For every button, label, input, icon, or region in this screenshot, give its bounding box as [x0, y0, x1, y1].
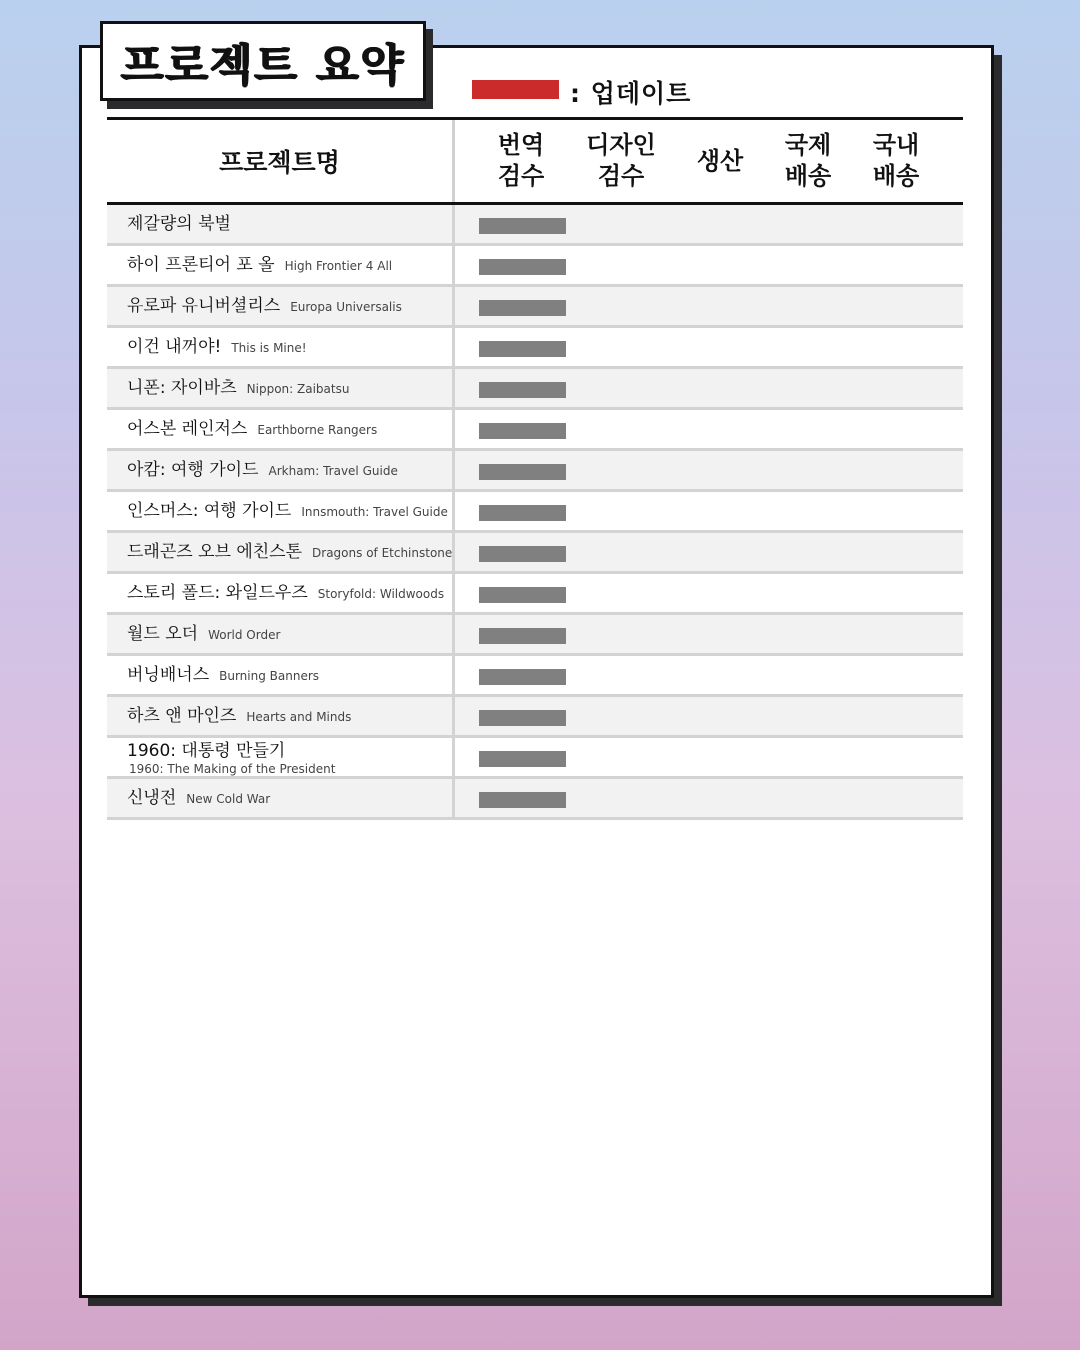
table-row — [107, 410, 963, 451]
project-name-en: This is Mine! — [231, 341, 307, 355]
project-name-en: 1960: The Making of the President — [129, 762, 336, 776]
column-divider — [452, 738, 455, 776]
project-name — [127, 533, 452, 571]
project-name — [127, 328, 307, 366]
column-divider — [452, 779, 455, 817]
table-row — [107, 615, 963, 656]
project-name-en: High Frontier 4 All — [284, 259, 393, 273]
project-name-en: Europa Universalis — [290, 300, 402, 314]
project-name — [127, 656, 319, 694]
column-divider — [452, 533, 455, 571]
project-name-en: World Order — [208, 628, 281, 642]
project-name-kr: 하츠 앤 마인즈 — [127, 706, 237, 726]
progress-bar — [479, 300, 566, 316]
project-name — [127, 779, 270, 817]
project-name-kr: 아캄: 여행 가이드 — [127, 460, 259, 480]
project-name — [127, 369, 349, 407]
column-divider — [452, 120, 455, 202]
progress-bar — [479, 505, 566, 521]
table-row — [107, 451, 963, 492]
column-divider — [452, 328, 455, 366]
column-header-translation-review: 번역 검수 — [497, 131, 545, 190]
table-body — [107, 205, 963, 820]
table-row — [107, 656, 963, 697]
project-name-en: Earthborne Rangers — [257, 423, 378, 437]
project-table — [107, 117, 963, 820]
table-row — [107, 492, 963, 533]
project-name — [127, 492, 448, 530]
legend-swatch — [472, 80, 559, 99]
progress-bar — [479, 382, 566, 398]
project-name-kr: 1960: 대통령 만들기 — [127, 741, 286, 761]
project-name-en: Storyfold: Wildwoods — [317, 587, 445, 601]
project-name — [127, 205, 231, 243]
project-name-kr: 인스머스: 여행 가이드 — [127, 501, 292, 521]
column-header-international-shipping: 국제 배송 — [784, 131, 832, 190]
legend-label: : 업데이트 — [570, 79, 692, 108]
table-header — [107, 117, 963, 205]
table-row — [107, 574, 963, 615]
project-name-en: Burning Banners — [219, 669, 320, 683]
progress-bar — [479, 587, 566, 603]
table-row — [107, 328, 963, 369]
progress-bar — [479, 341, 566, 357]
project-name-en: New Cold War — [186, 792, 271, 806]
progress-bar — [479, 259, 566, 275]
table-row — [107, 697, 963, 738]
project-name-kr: 드래곤즈 오브 에친스톤 — [127, 542, 303, 562]
column-header-production: 생산 — [696, 146, 744, 175]
progress-bar — [479, 423, 566, 439]
project-name-kr: 스토리 폴드: 와일드우즈 — [127, 583, 308, 603]
project-name-en: Arkham: Travel Guide — [268, 464, 398, 478]
project-name — [127, 615, 280, 653]
column-divider — [452, 246, 455, 284]
project-name-en: Innsmouth: Travel Guide — [301, 505, 448, 519]
project-name — [127, 451, 398, 489]
project-name-kr: 니폰: 자이바츠 — [127, 378, 237, 398]
project-name — [127, 410, 377, 448]
title-box — [100, 21, 426, 101]
project-name — [127, 574, 444, 612]
progress-bar — [479, 464, 566, 480]
project-name-kr: 하이 프론티어 포 올 — [127, 255, 275, 275]
column-divider — [452, 615, 455, 653]
page-title: 프로젝트 요약 — [120, 40, 406, 91]
table-row — [107, 738, 963, 779]
column-divider — [452, 656, 455, 694]
project-name — [127, 287, 402, 325]
column-divider — [452, 574, 455, 612]
progress-bar — [479, 669, 566, 685]
project-name-en: Dragons of Etchinstone — [312, 546, 453, 560]
table-row — [107, 533, 963, 574]
column-divider — [452, 697, 455, 735]
column-divider — [452, 369, 455, 407]
project-name-kr: 신냉전 — [127, 788, 177, 808]
project-name-kr: 이건 내꺼야! — [127, 337, 222, 357]
column-divider — [452, 205, 455, 243]
progress-bar — [479, 218, 566, 234]
table-row — [107, 205, 963, 246]
column-header-domestic-shipping: 국내 배송 — [872, 131, 920, 190]
project-name-kr: 제갈량의 북벌 — [127, 214, 231, 234]
project-name — [127, 246, 392, 284]
column-header-design-review: 디자인 검수 — [586, 131, 656, 190]
column-divider — [452, 451, 455, 489]
project-name-kr: 월드 오더 — [127, 624, 199, 644]
project-name-en: Hearts and Minds — [246, 710, 352, 724]
progress-bar — [479, 546, 566, 562]
column-divider — [452, 287, 455, 325]
project-name-kr: 버닝배너스 — [127, 665, 210, 685]
project-name-header: 프로젝트명 — [219, 148, 340, 177]
project-name-kr: 어스본 레인저스 — [127, 419, 248, 439]
progress-bar — [479, 628, 566, 644]
table-row — [107, 369, 963, 410]
project-name-kr: 유로파 유니버셜리스 — [127, 296, 281, 316]
progress-bar — [479, 751, 566, 767]
table-row — [107, 287, 963, 328]
project-name — [127, 697, 351, 735]
table-row — [107, 779, 963, 820]
column-divider — [452, 492, 455, 530]
progress-bar — [479, 710, 566, 726]
progress-bar — [479, 792, 566, 808]
project-name-en: Nippon: Zaibatsu — [246, 382, 350, 396]
column-divider — [452, 410, 455, 448]
table-row — [107, 246, 963, 287]
